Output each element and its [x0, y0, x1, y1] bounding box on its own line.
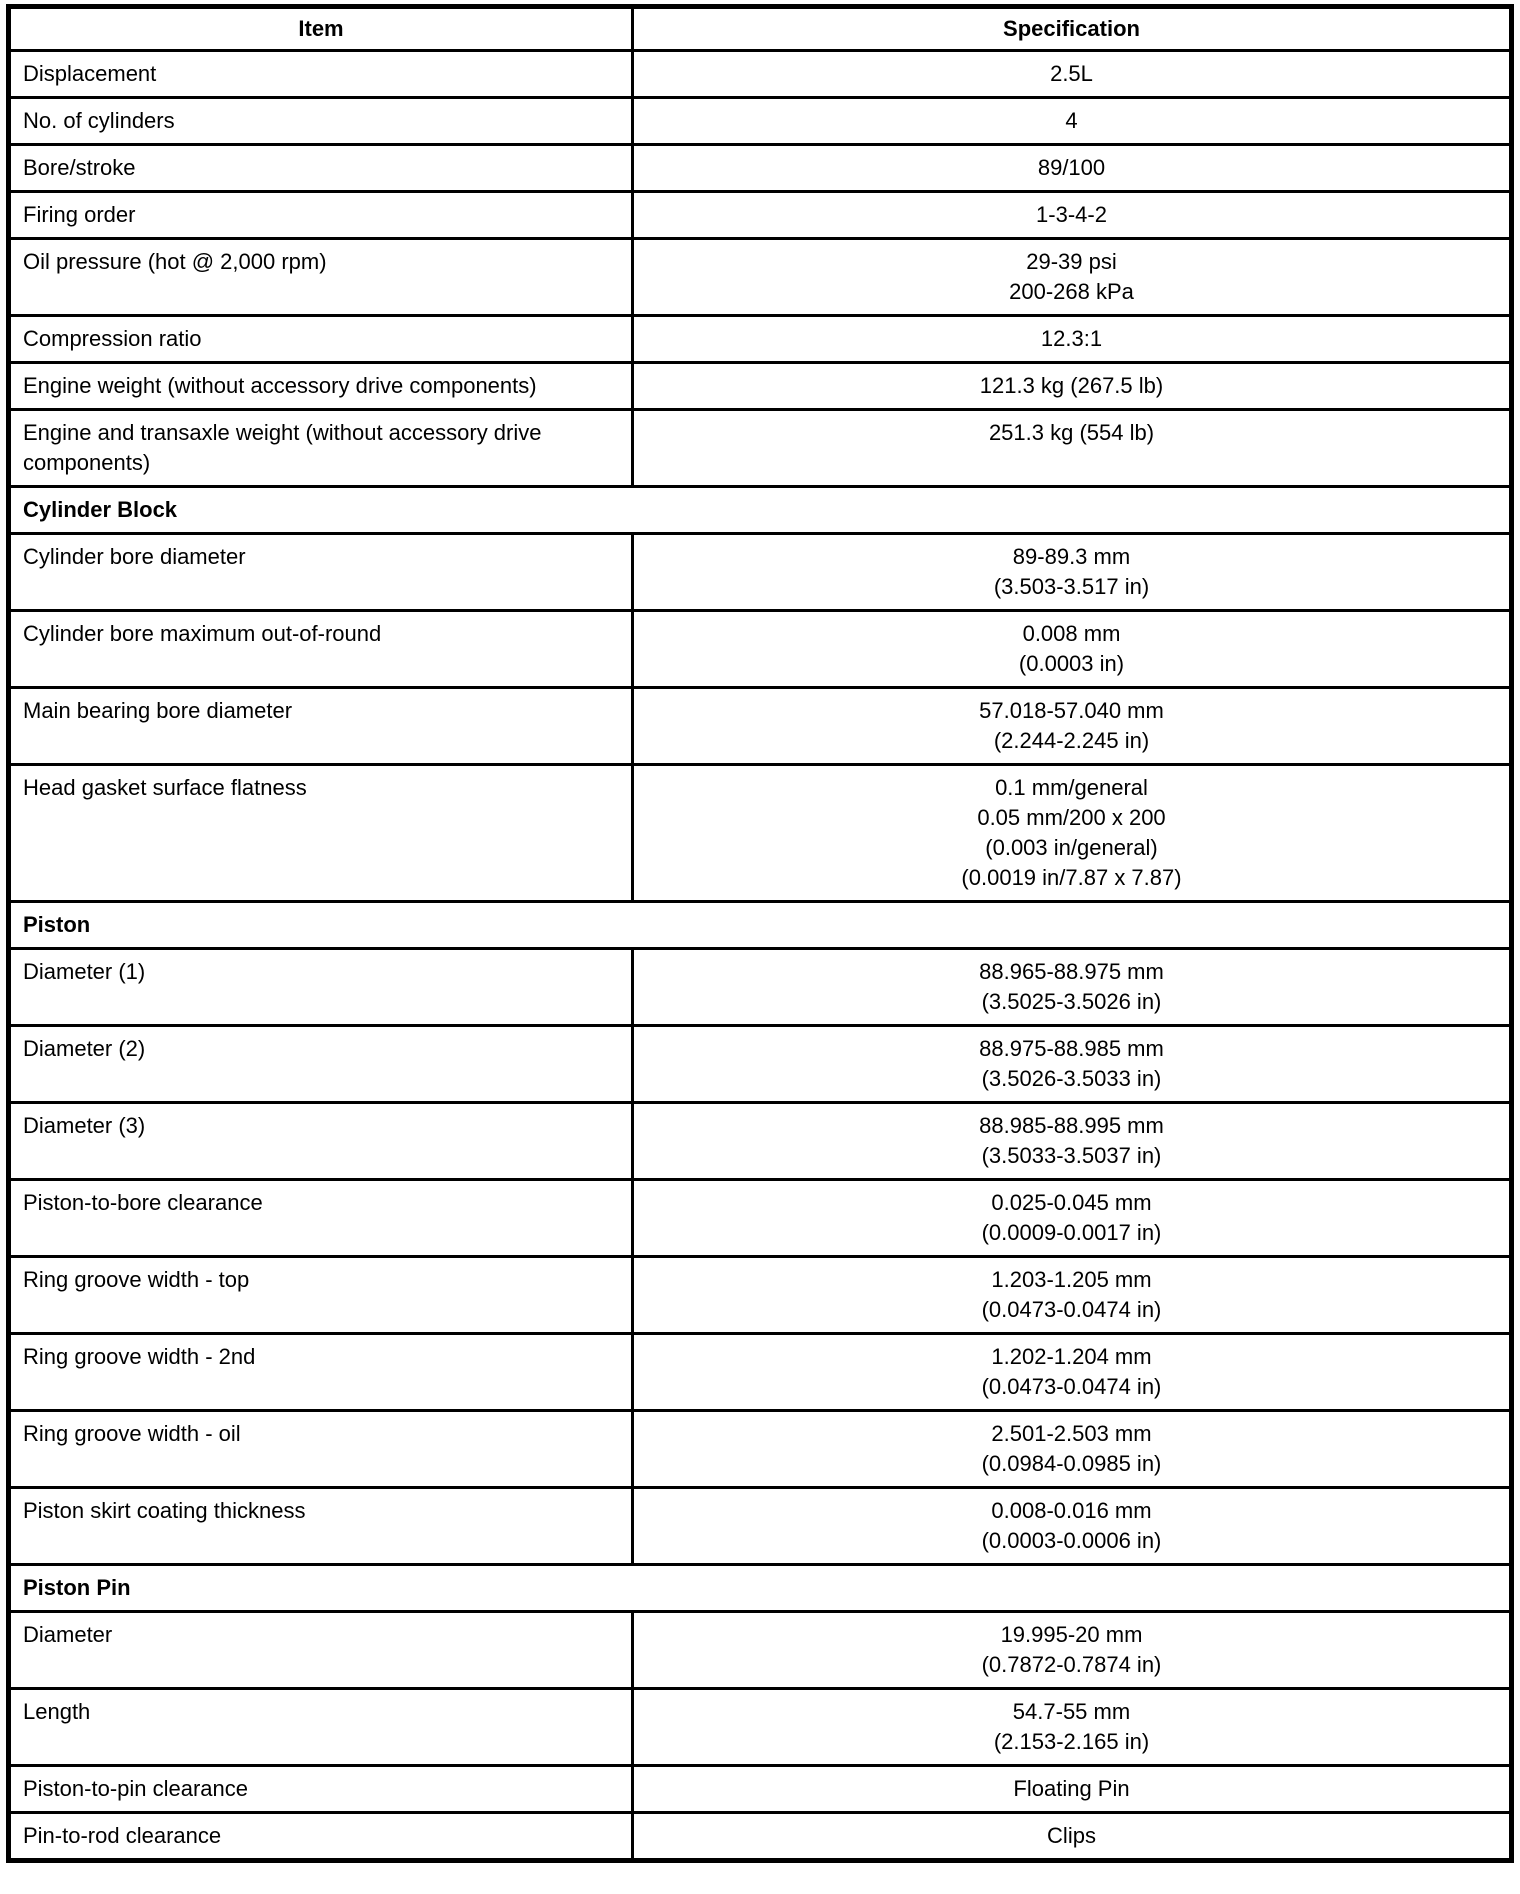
- spec-line: (0.7872-0.7874 in): [981, 1652, 1162, 1677]
- spec-line: 19.995-20 mm: [1000, 1622, 1143, 1647]
- item-cell: Engine weight (without accessory drive components): [9, 363, 633, 410]
- spec-line: (0.0473-0.0474 in): [981, 1297, 1162, 1322]
- table-row: [9, 363, 1512, 410]
- spec-line: (0.0984-0.0985 in): [981, 1451, 1162, 1476]
- spec-line: 251.3 kg (554 lb): [988, 420, 1155, 445]
- spec-line: (2.244-2.245 in): [993, 728, 1150, 753]
- spec-line: (2.153-2.165 in): [993, 1729, 1150, 1754]
- spec-cell: [633, 410, 1512, 487]
- spec-line: 89/100: [1037, 155, 1106, 180]
- item-cell: Diameter (2): [9, 1026, 633, 1103]
- spec-line: (0.0003-0.0006 in): [981, 1528, 1162, 1553]
- spec-cell: [633, 534, 1512, 611]
- item-cell: Diameter (1): [9, 949, 633, 1026]
- item-cell: Engine and transaxle weight (without accessory drive components): [9, 410, 633, 487]
- spec-cell: [633, 1813, 1512, 1861]
- item-cell: Pin-to-rod clearance: [9, 1813, 633, 1861]
- spec-line: 2.501-2.503 mm: [991, 1421, 1152, 1446]
- spec-line: (0.0473-0.0474 in): [981, 1374, 1162, 1399]
- spec-cell: [633, 363, 1512, 410]
- table-row: [9, 1411, 1512, 1488]
- table-row: [9, 1103, 1512, 1180]
- table-row: [9, 1766, 1512, 1813]
- table-row: [9, 239, 1512, 316]
- spec-cell: [633, 1026, 1512, 1103]
- spec-line: (3.5033-3.5037 in): [981, 1143, 1162, 1168]
- spec-line: 1.203-1.205 mm: [991, 1267, 1152, 1292]
- col-header-specification: Specification: [633, 7, 1512, 51]
- spec-line: (3.5026-3.5033 in): [981, 1066, 1162, 1091]
- spec-line: 1.202-1.204 mm: [991, 1344, 1152, 1369]
- spec-line: Floating Pin: [1013, 1776, 1130, 1801]
- spec-line: Clips: [1047, 1823, 1096, 1848]
- spec-cell: [633, 1411, 1512, 1488]
- section-label: Piston: [9, 902, 1512, 949]
- table-row: [9, 51, 1512, 98]
- table-row: [9, 765, 1512, 902]
- spec-cell: [633, 1488, 1512, 1565]
- spec-table-body: [9, 51, 1512, 1861]
- section-label: Cylinder Block: [9, 487, 1512, 534]
- spec-line: 0.008-0.016 mm: [991, 1498, 1152, 1523]
- item-cell: Diameter: [9, 1612, 633, 1689]
- table-row: [9, 688, 1512, 765]
- item-cell: Firing order: [9, 192, 633, 239]
- item-cell: No. of cylinders: [9, 98, 633, 145]
- table-row: [9, 145, 1512, 192]
- item-cell: Ring groove width - oil: [9, 1411, 633, 1488]
- table-row: [9, 1257, 1512, 1334]
- table-row: [9, 1026, 1512, 1103]
- spec-line: 0.1 mm/general: [995, 775, 1148, 800]
- spec-line: 0.008 mm: [1022, 621, 1121, 646]
- spec-cell: [633, 192, 1512, 239]
- spec-cell: [633, 1257, 1512, 1334]
- spec-line: 29-39 psi: [1026, 249, 1117, 274]
- table-row: [9, 1813, 1512, 1861]
- item-cell: Ring groove width - 2nd: [9, 1334, 633, 1411]
- item-cell: Cylinder bore diameter: [9, 534, 633, 611]
- spec-cell: [633, 1766, 1512, 1813]
- col-header-item: Item: [9, 7, 633, 51]
- table-row: [9, 410, 1512, 487]
- item-cell: Head gasket surface flatness: [9, 765, 633, 902]
- spec-line: 12.3:1: [1040, 326, 1103, 351]
- spec-cell: [633, 51, 1512, 98]
- spec-cell: [633, 1103, 1512, 1180]
- spec-line: 89-89.3 mm: [1012, 544, 1131, 569]
- table-row: [9, 534, 1512, 611]
- spec-cell: [633, 1612, 1512, 1689]
- item-cell: Displacement: [9, 51, 633, 98]
- spec-cell: [633, 239, 1512, 316]
- table-row: [9, 1689, 1512, 1766]
- spec-line: 88.965-88.975 mm: [979, 959, 1164, 984]
- section-label: Piston Pin: [9, 1565, 1512, 1612]
- spec-cell: [633, 316, 1512, 363]
- spec-line: (0.0003 in): [1018, 651, 1125, 676]
- item-cell: Piston skirt coating thickness: [9, 1488, 633, 1565]
- spec-line: 0.05 mm/200 x 200: [977, 805, 1166, 830]
- table-row: [9, 192, 1512, 239]
- spec-line: 0.025-0.045 mm: [991, 1190, 1152, 1215]
- spec-cell: [633, 98, 1512, 145]
- item-cell: Bore/stroke: [9, 145, 633, 192]
- spec-cell: [633, 1334, 1512, 1411]
- spec-cell: [633, 611, 1512, 688]
- spec-cell: [633, 1689, 1512, 1766]
- spec-line: 88.985-88.995 mm: [979, 1113, 1164, 1138]
- item-cell: Ring groove width - top: [9, 1257, 633, 1334]
- spec-line: 1-3-4-2: [1036, 202, 1107, 227]
- table-row: [9, 316, 1512, 363]
- spec-line: 57.018-57.040 mm: [979, 698, 1164, 723]
- item-cell: Cylinder bore maximum out-of-round: [9, 611, 633, 688]
- item-cell: Diameter (3): [9, 1103, 633, 1180]
- table-row: [9, 98, 1512, 145]
- table-row: [9, 1612, 1512, 1689]
- engine-spec-table: [6, 4, 1514, 1863]
- table-row: [9, 1334, 1512, 1411]
- table-row: [9, 611, 1512, 688]
- spec-line: 200-268 kPa: [1009, 279, 1134, 304]
- spec-cell: [633, 949, 1512, 1026]
- item-cell: Main bearing bore diameter: [9, 688, 633, 765]
- table-row: [9, 1180, 1512, 1257]
- item-cell: Oil pressure (hot @ 2,000 rpm): [9, 239, 633, 316]
- spec-line: 54.7-55 mm: [1012, 1699, 1131, 1724]
- section-row: [9, 1565, 1512, 1612]
- spec-line: 2.5L: [1050, 61, 1093, 86]
- spec-cell: [633, 145, 1512, 192]
- spec-cell: [633, 1180, 1512, 1257]
- section-row: [9, 902, 1512, 949]
- section-row: [9, 487, 1512, 534]
- spec-line: 88.975-88.985 mm: [979, 1036, 1164, 1061]
- spec-cell: [633, 688, 1512, 765]
- table-row: [9, 1488, 1512, 1565]
- spec-line: 4: [1065, 108, 1078, 133]
- spec-cell: [633, 765, 1512, 902]
- item-cell: Piston-to-bore clearance: [9, 1180, 633, 1257]
- item-cell: Compression ratio: [9, 316, 633, 363]
- spec-line: (3.5025-3.5026 in): [981, 989, 1162, 1014]
- item-cell: Length: [9, 1689, 633, 1766]
- spec-line: (0.003 in/general): [985, 835, 1158, 860]
- spec-line: (3.503-3.517 in): [993, 574, 1150, 599]
- spec-line: (0.0009-0.0017 in): [981, 1220, 1162, 1245]
- table-row: [9, 949, 1512, 1026]
- spec-line: 121.3 kg (267.5 lb): [979, 373, 1164, 398]
- item-cell: Piston-to-pin clearance: [9, 1766, 633, 1813]
- spec-line: (0.0019 in/7.87 x 7.87): [961, 865, 1182, 890]
- header-row: [9, 7, 1512, 51]
